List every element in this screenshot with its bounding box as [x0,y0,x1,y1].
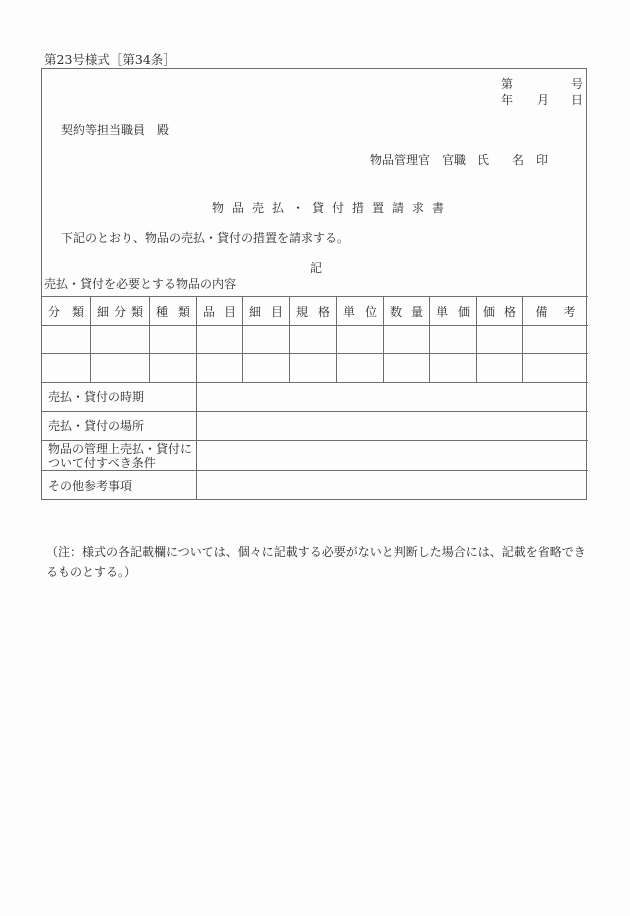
col-header-tanka [430,297,476,325]
col-header-char: 格 [317,304,330,319]
col-header-char: 量 [410,304,423,319]
col-header-char: 格 [503,304,516,319]
date-month: 月 [537,93,550,107]
other-notes-field[interactable] [197,471,588,500]
form-number-label: 第23号様式［第34条］ [44,52,176,67]
conditions-field[interactable] [197,441,588,470]
date-day: 日 [571,93,584,107]
col-header-char: 目 [223,304,236,319]
col-header-char: 細 [249,304,262,319]
col-header-char: 価 [457,304,470,319]
timing-field[interactable] [197,383,588,411]
col-header-char: 数 [390,304,403,319]
detail-label-place: 売払・貸付の場所 [48,419,145,433]
col-header-bunrui [42,297,90,325]
document-title: 物品売払・貸付措置請求書 [212,201,453,215]
sender-title: 物品管理官 [370,153,431,167]
detail-label-conditions-1: 物品の管理上売払・貸付に [48,442,193,456]
detail-label-conditions-2: ついて付すべき条件 [48,456,156,470]
col-header-char: 単 [343,304,356,319]
col-header-char: 種 [156,304,169,319]
footnote: （注：様式の各記載欄については、個々に記載する必要がないと判断した場合には、記載を省略できるものとする。） [46,545,586,579]
detail-label-other: その他参考事項 [48,479,133,493]
col-header-char: 細 [97,304,110,319]
sender-name-label: 名 [512,153,525,167]
number-prefix: 第 [501,77,514,91]
col-header-hinmoku [197,297,242,325]
col-header-tani [337,297,383,325]
section-heading: 売払・貸付を必要とする物品の内容 [44,277,237,291]
table-row[interactable] [42,326,588,353]
col-header-char: 備 [535,304,548,319]
col-header-char: 目 [270,304,283,319]
col-header-char: 規 [296,304,309,319]
col-header-char: 類 [177,304,190,319]
place-field[interactable] [197,412,588,440]
addressee: 契約等担当職員 殿 [61,123,170,137]
col-header-char: 位 [364,304,377,319]
col-header-suryo [384,297,429,325]
col-header-biko [523,297,588,325]
col-header-saibunrui [91,297,149,325]
col-header-char: 品 [203,304,216,319]
col-header-char: 分 [48,304,61,319]
sender-position: 官職 [442,153,467,167]
seal-label: 印 [536,153,549,167]
col-header-char: 類 [71,304,84,319]
col-header-char: 類 [130,304,143,319]
col-header-saimoku [243,297,289,325]
col-header-char: 価 [483,304,496,319]
col-header-char: 単 [436,304,449,319]
date-year: 年 [501,93,514,107]
col-header-kakaku [477,297,522,325]
body-text: 下記のとおり、物品の売払・貸付の措置を請求する。 [61,231,350,245]
col-header-shurui [150,297,196,325]
col-header-char: 分 [113,304,126,319]
detail-label-timing: 売払・貸付の時期 [48,390,145,404]
col-header-kikaku [290,297,336,325]
sender-surname-label: 氏 [477,153,490,167]
table-row[interactable] [42,354,588,382]
number-suffix: 号 [571,77,584,91]
col-header-char: 考 [563,304,576,319]
ki-label: 記 [310,261,323,275]
